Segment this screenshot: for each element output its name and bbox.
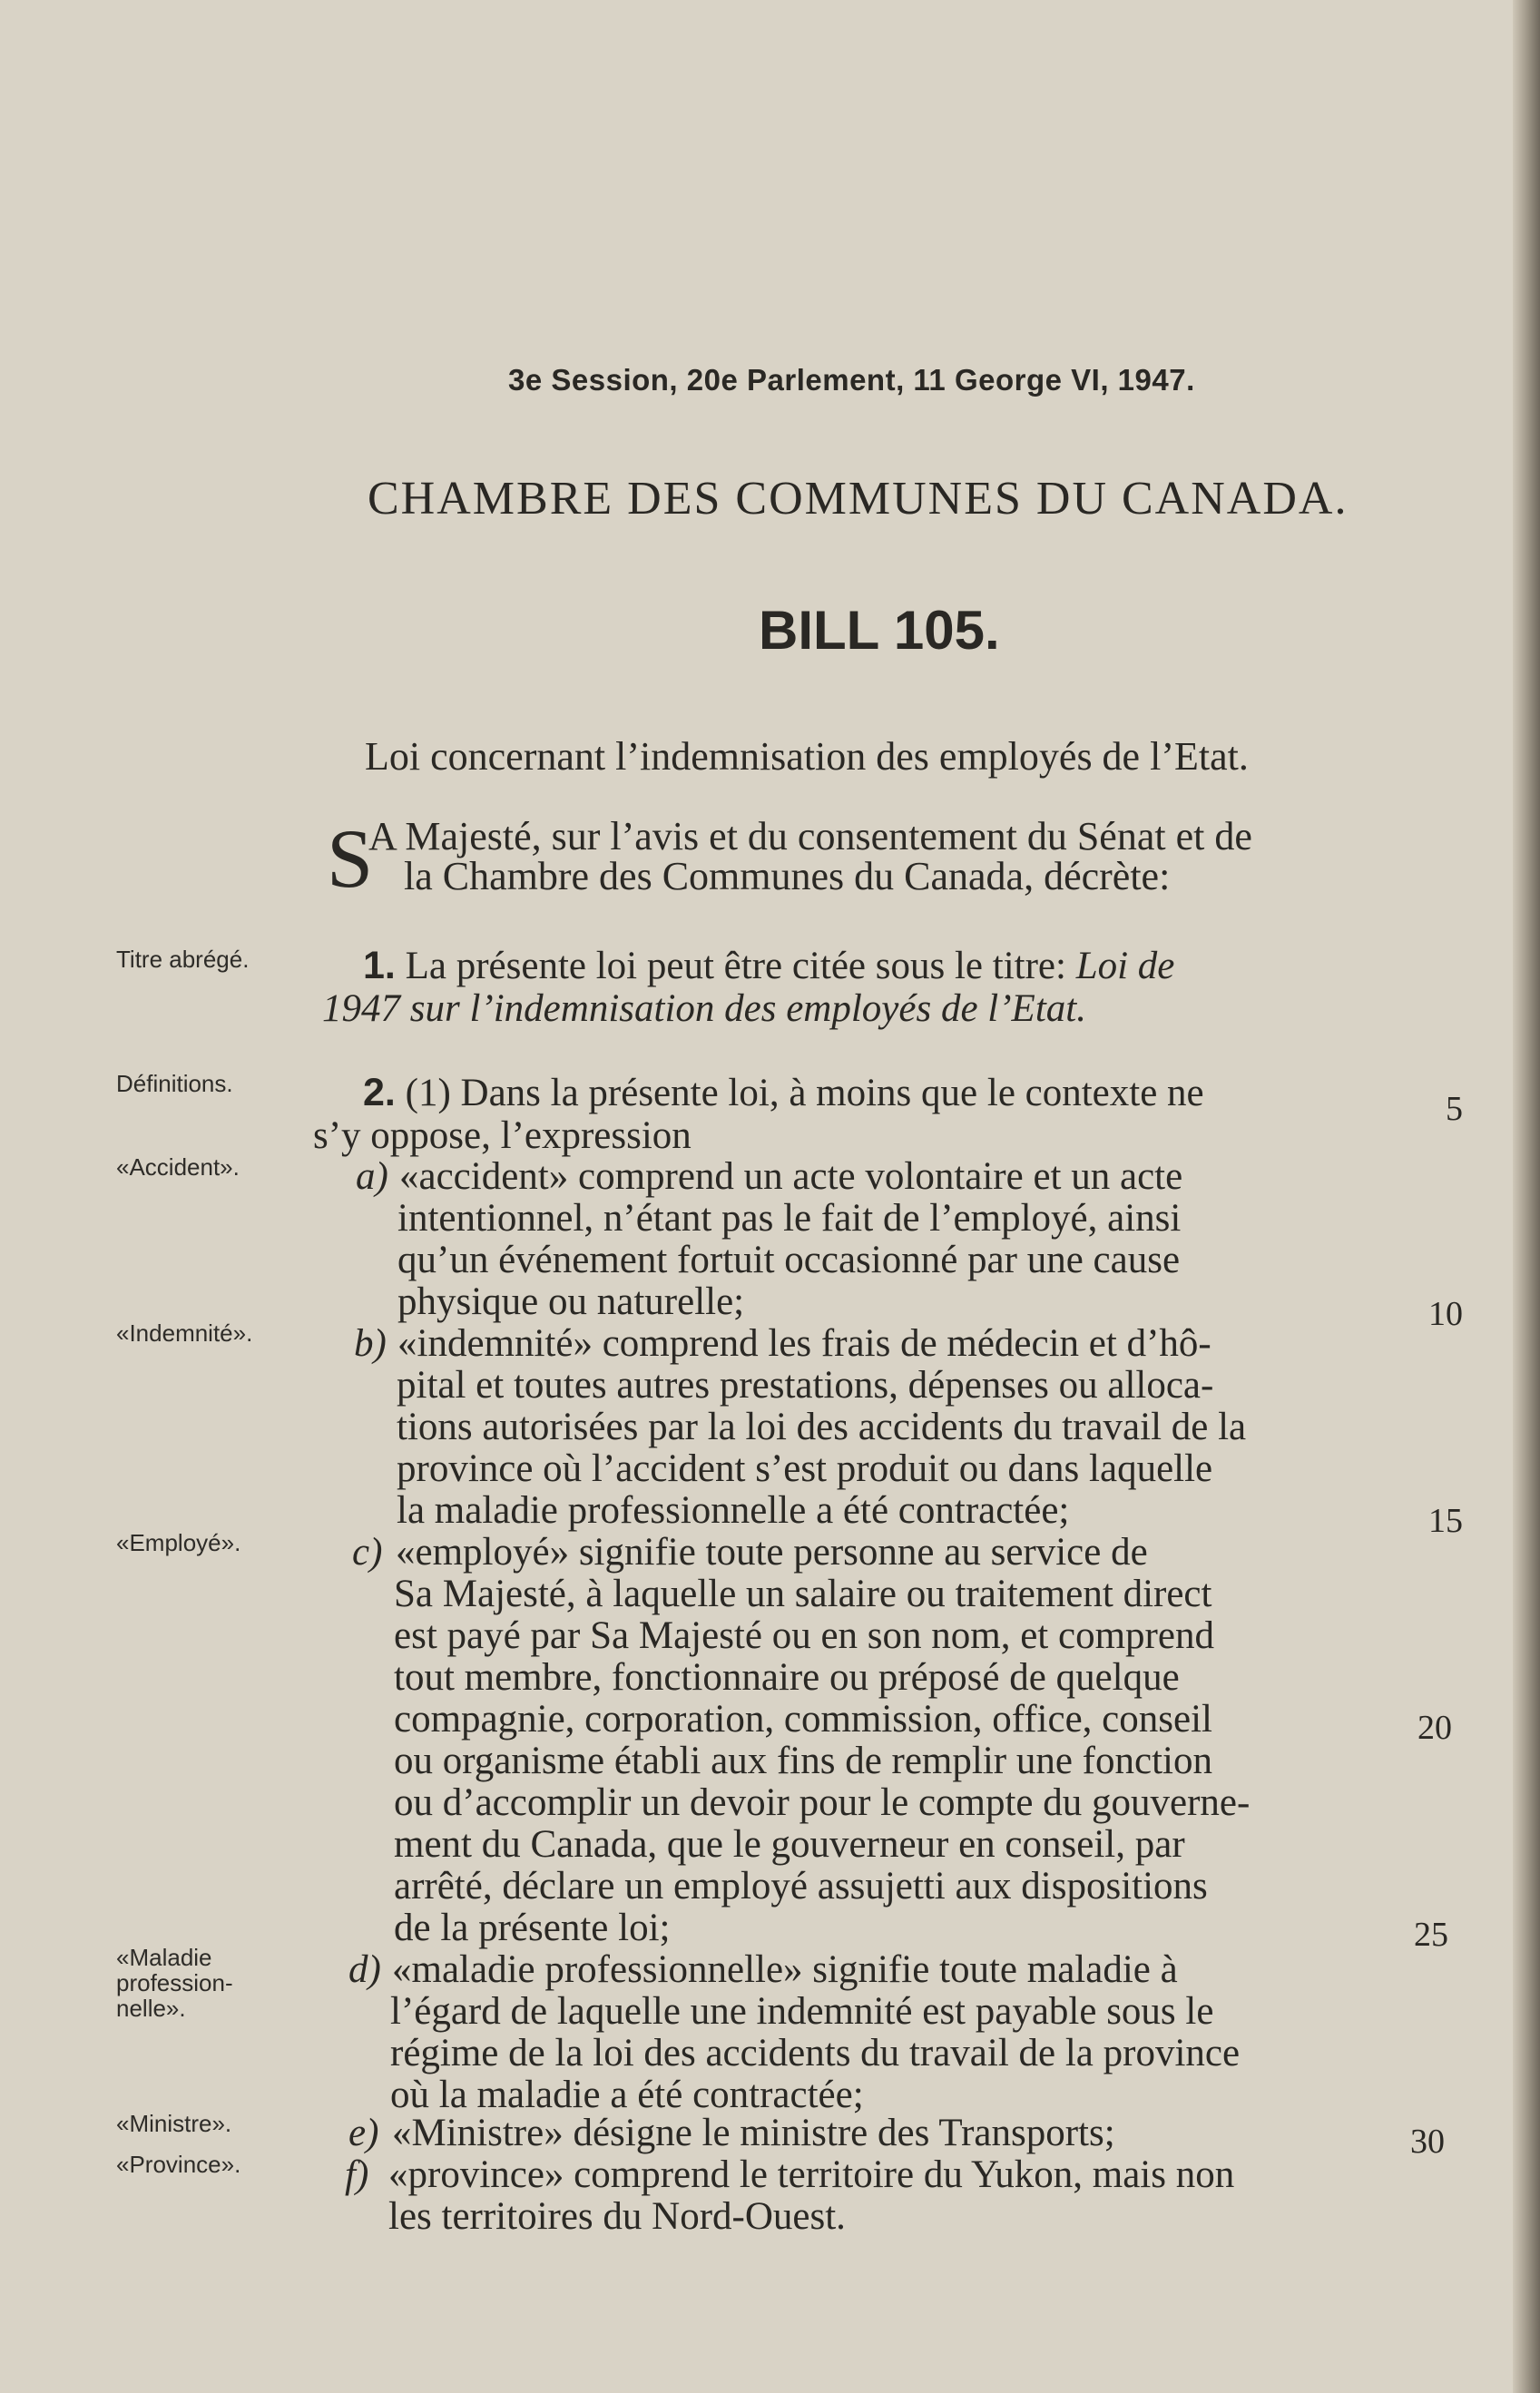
para-d-line: où la maladie a été contractée; [390,2074,864,2116]
section-text: La présente loi peut être citée sous le titre: [405,945,1066,987]
para-c-line: tout membre, fonctionnaire ou préposé de quelque [394,1656,1180,1699]
section-number: 2. [363,1071,396,1114]
para-c-line: Sa Majesté, à laquelle un salaire ou traitement direct [394,1573,1212,1615]
para-d-label: d) [348,1948,381,1991]
session-header: 3e Session, 20e Parlement, 11 George VI, 1947. [508,363,1195,397]
para-a-line: physique ou naturelle; [397,1280,745,1323]
para-a-label: a) [356,1155,388,1198]
line-number: 25 [1414,1916,1448,1954]
para-c-line: compagnie, corporation, commission, office, conseil [394,1698,1212,1741]
para-f-label: f) [345,2153,369,2196]
para-c-line: ou d’accomplir un devoir pour le compte du gouverne- [394,1781,1251,1824]
line-number: 10 [1428,1295,1463,1333]
para-b-line: pital et toutes autres prestations, dépenses ou alloca- [397,1364,1214,1407]
para-c-line: est payé par Sa Majesté ou en son nom, et comprend [394,1614,1214,1657]
para-d-line: «maladie professionnelle» signifie toute maladie à [392,1948,1178,1991]
margin-note-ministre: «Ministre». [116,2110,232,2137]
para-b-line: «indemnité» comprend les frais de médecin et d’hô- [397,1322,1211,1365]
enacting-line-2: la Chambre des Communes du Canada, décrète: [404,854,1171,898]
para-f-line: «province» comprend le territoire du Yukon, mais non [388,2153,1235,2196]
drop-cap: S [327,812,374,905]
section-2-line-1 [363,1071,1204,1115]
para-c-line: «employé» signifie toute personne au service de [396,1531,1148,1574]
bill-title: Loi concernant l’indemnisation des employés de l’Etat. [365,734,1249,779]
margin-note-province: «Province». [116,2151,241,2178]
para-a-line: qu’un événement fortuit occasionné par une cause [397,1239,1181,1281]
para-c-line: de la présente loi; [394,1907,671,1949]
line-number: 20 [1417,1709,1452,1747]
para-a-line: «accident» comprend un acte volontaire et un acte [399,1155,1183,1198]
para-e-line: «Ministre» désigne le ministre des Transports; [392,2112,1115,2154]
para-b-line: tions autorisées par la loi des accidents du travail de la [397,1406,1247,1448]
para-e-label: e) [348,2112,379,2154]
house-of-commons-heading: CHAMBRE DES COMMUNES DU CANADA. [368,473,1349,525]
para-c-line: arrêté, déclare un employé assujetti aux dispositions [394,1865,1208,1908]
margin-note-definitions: Définitions. [116,1070,233,1097]
para-c-line: ment du Canada, que le gouverneur en conseil, par [394,1823,1185,1866]
margin-note-indemnite: «Indemnité». [116,1319,253,1347]
line-number: 5 [1446,1090,1463,1128]
margin-note-accident: «Accident». [116,1153,240,1181]
short-title-italic: Loi de [1075,945,1175,987]
section-number: 1. [363,944,396,987]
para-a-line: intentionnel, n’étant pas le fait de l’employé, ainsi [397,1197,1182,1240]
para-f-line: les territoires du Nord-Ouest. [388,2195,846,2238]
enacting-line-1: A Majesté, sur l’avis et du consentement du Sénat et de [368,814,1252,858]
margin-note-employe: «Employé». [116,1529,241,1556]
line-number: 15 [1428,1502,1463,1540]
para-b-label: b) [354,1322,387,1365]
section-2-line-2: s’y oppose, l’expression [313,1114,692,1157]
para-c-line: ou organisme établi aux fins de remplir une fonction [394,1740,1212,1782]
margin-note-maladie: «Maladie profession- nelle». [116,1944,233,2022]
margin-note-short-title: Titre abrégé. [116,946,250,973]
para-c-label: c) [352,1531,383,1574]
bill-number: BILL 105. [759,600,1000,661]
para-b-line: province où l’accident s’est produit ou dans laquelle [397,1447,1213,1490]
para-b-line: la maladie professionnelle a été contractée; [397,1489,1070,1532]
section-text: (1) Dans la présente loi, à moins que le contexte ne [405,1072,1204,1114]
section-1-line-2: 1947 sur l’indemnisation des employés de l’Etat. [322,987,1086,1030]
para-d-line: régime de la loi des accidents du travail de la province [390,2032,1241,2074]
section-1-line-1 [363,944,1174,988]
para-d-line: l’égard de laquelle une indemnité est payable sous le [390,1990,1214,2033]
line-number: 30 [1410,2123,1445,2161]
